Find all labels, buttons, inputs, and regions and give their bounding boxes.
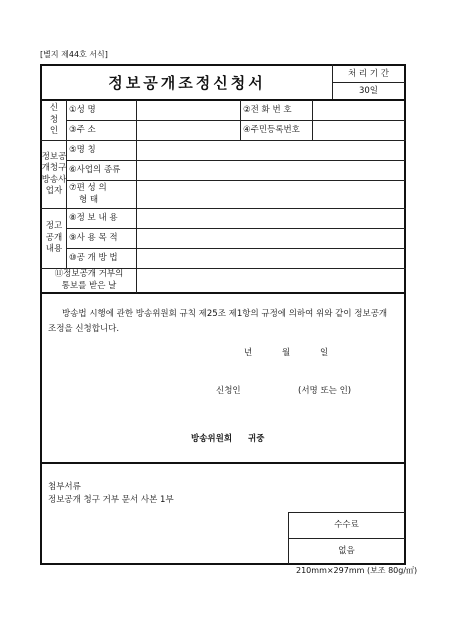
refusal-date-label: ⑪정보공개 거부의 통보를 받은 날 xyxy=(54,269,124,291)
disclosure-method-label: ⑩공 개 방 법 xyxy=(69,253,118,263)
org-form-field[interactable] xyxy=(137,181,404,208)
date-day-label: 일 xyxy=(320,348,329,358)
resident-number-field[interactable] xyxy=(313,121,404,140)
paper-size-note: 210mm×297mm (보조 80g/㎡) xyxy=(296,566,418,575)
form-number: [별지 제44호 서식] xyxy=(40,50,108,59)
disclosure-method-field[interactable] xyxy=(137,249,404,268)
processing-period-label: 처 리 기 간 xyxy=(348,68,389,79)
company-name-label: ⑤명 칭 xyxy=(69,145,96,155)
processing-period-value: 30일 xyxy=(358,85,379,96)
usage-purpose-field[interactable] xyxy=(137,229,404,248)
addressee-honorific: 귀중 xyxy=(248,434,265,444)
broadcaster-section-label: 정보공 개청구 방송사 업자 xyxy=(41,151,67,196)
refusal-date-field[interactable] xyxy=(137,269,404,292)
phone-field[interactable] xyxy=(313,101,404,120)
date-month-label: 월 xyxy=(282,348,291,358)
company-name-field[interactable] xyxy=(137,141,404,160)
address-label: ③주 소 xyxy=(69,125,96,135)
signature-note: (서명 또는 인) xyxy=(298,386,352,396)
statement-line-1: 방송법 시행에 관한 방송위원회 규칙 제25조 제1항의 규정에 의하여 위와 같이 정보공개 xyxy=(62,309,388,319)
date-year-label: 년 xyxy=(244,348,253,358)
form-title: 정보공개조정신청서 xyxy=(108,74,266,92)
name-field[interactable] xyxy=(137,101,240,120)
attachments-label: 첨부서류 xyxy=(48,482,81,492)
usage-purpose-label: ⑨사 용 목 적 xyxy=(69,233,118,243)
resident-number-label: ④주민등록번호 xyxy=(243,125,300,135)
phone-label: ②전 화 번 호 xyxy=(243,105,292,115)
org-form-label: ⑦편 성 의 형 태 xyxy=(69,183,107,205)
attachments-item: 정보공개 청구 거부 문서 사본 1부 xyxy=(48,495,174,505)
fee-label: 수수료 xyxy=(334,520,359,531)
business-type-field[interactable] xyxy=(137,161,404,180)
applicant-signature-label: 신청인 xyxy=(216,386,241,396)
name-label: ①성 명 xyxy=(69,105,96,115)
disclosure-section-label: 정고 공개 내용 xyxy=(45,221,63,255)
fee-value: 없음 xyxy=(338,545,355,556)
address-field[interactable] xyxy=(137,121,240,140)
business-type-label: ⑥사업의 종류 xyxy=(69,165,121,175)
info-content-label: ⑧정 보 내 용 xyxy=(69,213,118,223)
statement-line-2: 조정을 신청합니다. xyxy=(48,324,120,334)
addressee-org: 방송위원회 xyxy=(191,434,233,444)
info-content-field[interactable] xyxy=(137,209,404,228)
applicant-section-label: 신 청 인 xyxy=(49,103,59,137)
signature-field[interactable] xyxy=(248,382,296,398)
